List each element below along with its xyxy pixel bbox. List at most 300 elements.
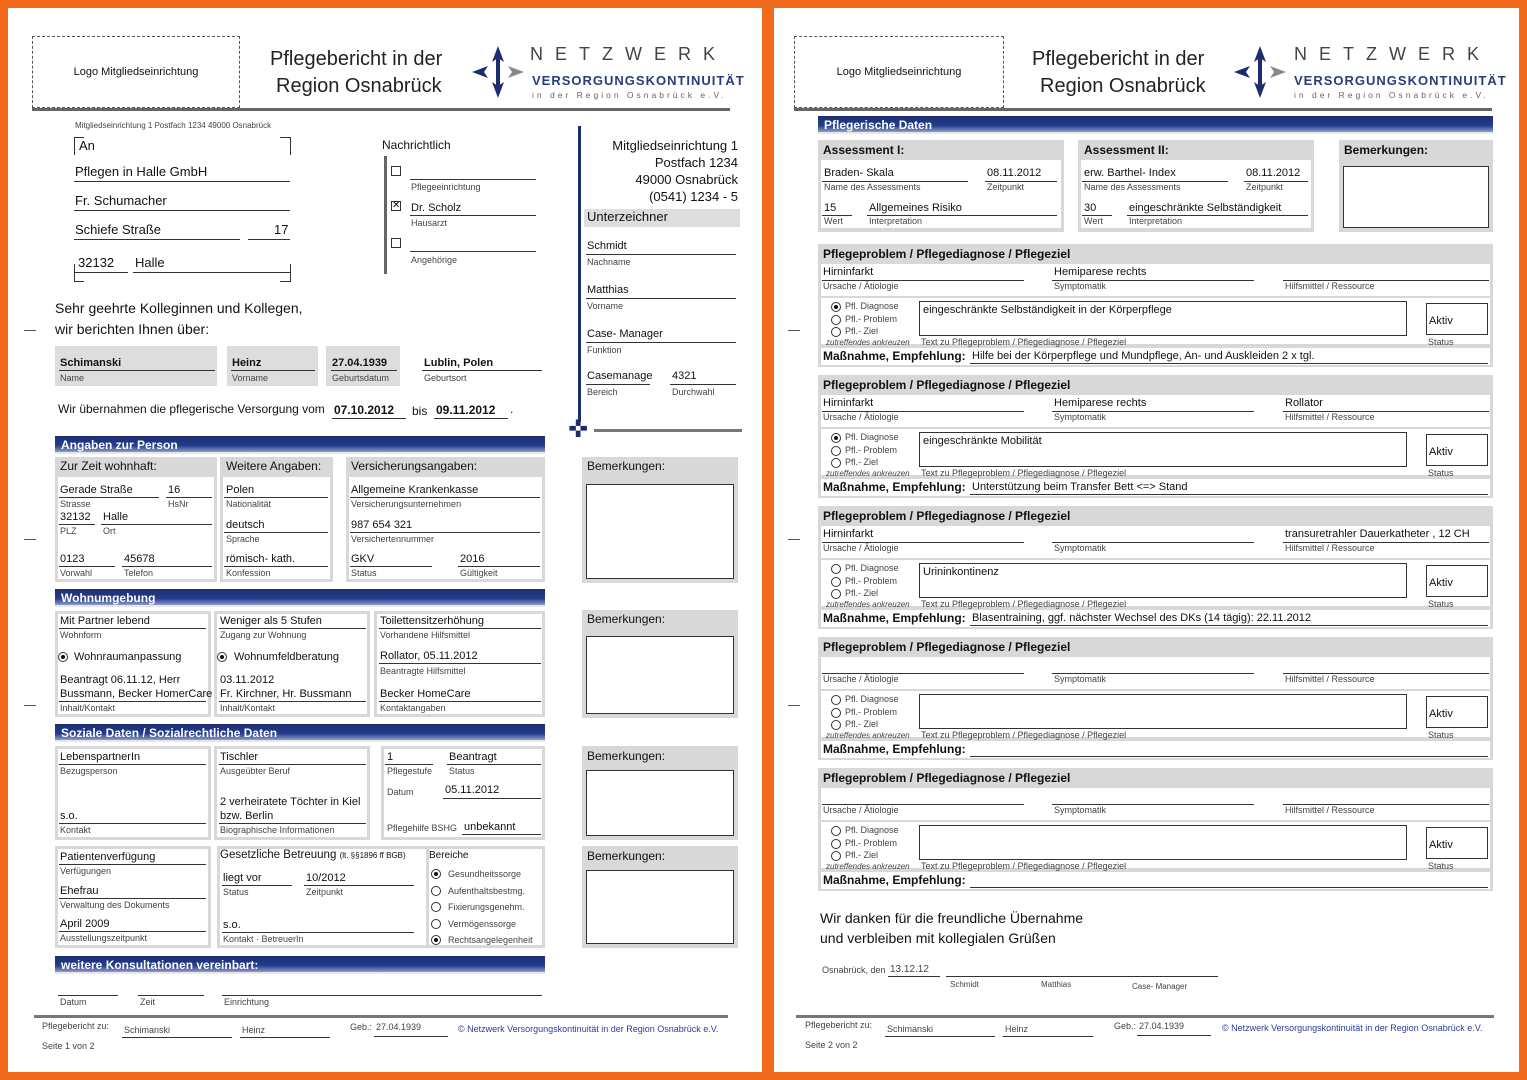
sender-city: 49000 Osnabrück — [635, 172, 738, 187]
problem-measure-label: Maßnahme, Empfehlung: — [823, 873, 966, 887]
consult-time-label: Zeit — [140, 997, 156, 1007]
housing-access: Weniger als 5 Stufen — [220, 615, 322, 627]
cc-label-doctor: Hausarzt — [411, 218, 448, 228]
problem-radio-problem-label: Pfl.- Problem — [845, 314, 898, 324]
footer2-last: Schimanski — [887, 1024, 934, 1034]
language-label: Sprache — [226, 534, 260, 544]
area-radio-4[interactable] — [431, 935, 441, 945]
patient-dob: 27.04.1939 — [332, 357, 388, 369]
period-from: 07.10.2012 — [334, 403, 395, 417]
insurance-number-label: Versichertennummer — [351, 534, 435, 544]
assessment2-date-label: Zeitpunkt — [1246, 182, 1284, 192]
problem-status-label: Status — [1428, 337, 1454, 347]
report-title-line2: Region Osnabrück — [276, 75, 442, 97]
fold-mark-icon: ✜ — [568, 416, 589, 443]
problem-cause-label: Ursache / Ätiologie — [823, 281, 899, 291]
footer1-first: Heinz — [242, 1025, 266, 1035]
period-to: 09.11.2012 — [436, 403, 496, 417]
report-title-line1: Pflegebericht in der — [270, 48, 443, 70]
guardianship-label: Gesetzliche Betreuung — [220, 849, 337, 861]
problem-radio-goal-label: Pfl.- Ziel — [845, 850, 879, 860]
consult-inst-label: Einrichtung — [224, 997, 270, 1007]
problem-status[interactable]: Aktiv — [1426, 303, 1488, 335]
network-logo-icon — [472, 46, 524, 98]
period-end: . — [510, 402, 514, 416]
signer-area-label: Bereich — [587, 387, 618, 397]
problem-text-label: Text zu Pflegeproblem / Pflegediagnose / Pflegeziel — [921, 468, 1127, 478]
org-name-line2: VERSORGUNGSKONTINUITÄT — [532, 73, 745, 88]
problem-radio-diagnosis[interactable] — [831, 826, 841, 836]
problem-status-label: Status — [1428, 861, 1454, 871]
problem-text[interactable] — [919, 825, 1407, 860]
area-label-3: Vermögenssorge — [448, 918, 517, 929]
areas-title: Bereiche — [429, 850, 469, 861]
housing-form-label: Wohnform — [60, 630, 102, 640]
problem-heading: Pflegeproblem / Pflegediagnose / Pflegeziel — [823, 247, 1071, 261]
care-level-date-label: Datum — [387, 787, 414, 797]
housing-info2: Bussmann, Becker HomerCare — [60, 688, 213, 700]
problem-aid-label: Hilfsmittel / Ressource — [1285, 805, 1375, 815]
footer2-page: Seite 2 von 2 — [805, 1040, 858, 1050]
problem-cause: Hirninfarkt — [823, 528, 874, 540]
disposition-keeper: Ehefrau — [60, 885, 99, 897]
social-contact: s.o. — [60, 810, 78, 822]
guardianship-status: liegt vor — [223, 872, 262, 884]
problem-text-label: Text zu Pflegeproblem / Pflegediagnose / Pflegeziel — [921, 337, 1127, 347]
problem-radio-diagnosis[interactable] — [831, 433, 841, 443]
assessment2-date: 08.11.2012 — [1246, 167, 1301, 179]
problem-status-label: Status — [1428, 599, 1454, 609]
org-name-2-line3: in der Region Osnabrück e.V. — [1294, 90, 1489, 100]
housing-consulting-label: Wohnumfeldberatung — [234, 651, 339, 663]
footer1-last: Schimanski — [124, 1025, 171, 1035]
residence-phone: 45678 — [124, 553, 155, 565]
section-care-bar: Pflegerische Daten — [818, 116, 1493, 134]
housing-form: Mit Partner lebend — [60, 615, 150, 627]
confession-label: Konfession — [226, 568, 271, 578]
residence-title: Zur Zeit wohnhaft: — [60, 459, 157, 473]
cc-checkbox-doctor[interactable]: ✕ — [392, 200, 401, 211]
housing-requested-label: Beantragte Hilfsmittel — [380, 666, 466, 676]
residence-zip: 32132 — [60, 511, 91, 523]
problem-radio-diagnosis-label: Pfl. Diagnose — [845, 694, 899, 704]
signer-ext-label: Durchwahl — [672, 387, 715, 397]
recipient-prefix: An — [79, 138, 95, 153]
problem-aid-label: Hilfsmittel / Ressource — [1285, 281, 1375, 291]
place-date-label: Osnabrück, den — [822, 965, 886, 975]
assessment1-date: 08.11.2012 — [987, 167, 1042, 179]
remarks-assessment-label: Bemerkungen: — [1344, 143, 1429, 157]
problem-radio-problem[interactable] — [831, 315, 841, 325]
problem-radio-goal[interactable] — [831, 589, 841, 599]
housing-contact: Becker HomeCare — [380, 688, 471, 700]
disposition-label: Verfügungen — [60, 866, 112, 876]
assessment2-title: Assessment II: — [1084, 143, 1169, 157]
insurance-number: 987 654 321 — [351, 519, 413, 531]
problem-radio-goal[interactable] — [831, 851, 841, 861]
cc-checkbox-relatives[interactable] — [391, 238, 401, 248]
bshg-value: unbekannt — [464, 821, 516, 833]
footer1-dob-label: Geb.: — [350, 1022, 373, 1032]
more-info-title: Weitere Angaben: — [226, 459, 322, 473]
problem-heading: Pflegeproblem / Pflegediagnose / Pflegeziel — [823, 509, 1071, 523]
problem-cause: Hirninfarkt — [823, 397, 874, 409]
place-date: 13.12.12 — [890, 964, 929, 975]
problem-radio-goal-label: Pfl.- Ziel — [845, 457, 879, 467]
problem-radio-goal[interactable] — [831, 327, 841, 337]
patient-dob-label: Geburtsdatum — [332, 373, 390, 383]
signer-ext: 4321 — [672, 370, 697, 382]
recipient-nr: 17 — [274, 222, 289, 237]
assessment1-value: 15 — [824, 202, 837, 214]
care-level-status: Beantragt — [449, 751, 497, 763]
area-label-1: Aufenthaltsbestmg. — [448, 885, 526, 896]
assessment2-interp-label: Interpretation — [1129, 216, 1183, 226]
org-name: NETZWERK — [530, 44, 727, 64]
disposition-issued-label: Ausstellungszeitpunkt — [60, 933, 148, 943]
problem-aid-label: Hilfsmittel / Ressource — [1285, 412, 1375, 422]
problem-text[interactable]: eingeschränkte Selbständigkeit in der Körperpflege — [919, 301, 1407, 336]
area-label-2: Fixierungsgenehm. — [448, 902, 525, 912]
assessment2-name-label: Name des Assessments — [1084, 182, 1181, 192]
remarks-person-label: Bemerkungen: — [587, 459, 666, 473]
sender-name: Mitgliedseinrichtung 1 — [612, 138, 738, 153]
problem-radio-problem-label: Pfl.- Problem — [845, 838, 898, 848]
assessment1-title: Assessment I: — [823, 143, 905, 157]
problem-symptom-label: Symptomatik — [1054, 543, 1107, 553]
housing-requested: Rollator, 05.11.2012 — [380, 650, 478, 662]
area-radio-2[interactable] — [431, 902, 441, 912]
problem-cause-label: Ursache / Ätiologie — [823, 674, 899, 684]
section-social-bar: Soziale Daten / Sozialrechtliche Daten — [55, 724, 545, 742]
care-level-date: 05.11.2012 — [445, 784, 500, 796]
problem-cause-label: Ursache / Ätiologie — [823, 805, 899, 815]
housing-aids-label: Vorhandene Hilfsmittel — [380, 630, 471, 640]
problem-text-label: Text zu Pflegeproblem / Pflegediagnose / Pflegeziel — [921, 861, 1127, 871]
section-housing-bar: Wohnumgebung — [55, 589, 545, 607]
patient-pob: Lublin, Polen — [424, 357, 494, 369]
assessment2-interp: eingeschränkte Selbständigkeit — [1129, 202, 1282, 214]
problem-radio-diagnosis-label: Pfl. Diagnose — [845, 432, 899, 442]
remarks-housing-field[interactable] — [586, 636, 734, 714]
problem-cause-label: Ursache / Ätiologie — [823, 543, 899, 553]
sender-box: Postfach 1234 — [654, 155, 738, 170]
patient-pob-label: Geburtsort — [424, 373, 467, 383]
signer-role: Case- Manager — [587, 328, 663, 340]
language: deutsch — [226, 519, 265, 531]
problem-radio-diagnosis[interactable] — [831, 695, 841, 705]
insurance-status-label: Status — [351, 568, 377, 578]
problem-radio-problem[interactable] — [831, 577, 841, 587]
housing-c2-info1: 03.11.2012 — [220, 674, 275, 686]
footer2-dob: 27.04.1939 — [1139, 1021, 1185, 1031]
insurance-title: Versicherungsangaben: — [351, 459, 478, 473]
social-ref-label: Bezugsperson — [60, 766, 118, 776]
problem-measure-label: Maßnahme, Empfehlung: — [823, 611, 966, 625]
problem-heading: Pflegeproblem / Pflegediagnose / Pflegeziel — [823, 640, 1071, 654]
problem-radio-diagnosis[interactable] — [831, 564, 841, 574]
assessment1-date-label: Zeitpunkt — [987, 182, 1025, 192]
problem-symptom: Hemiparese rechts — [1054, 397, 1147, 409]
area-radio-3[interactable] — [431, 919, 441, 929]
housing-adaptation-label: Wohnraumanpassung — [74, 651, 182, 663]
problem-status-label: Status — [1428, 730, 1454, 740]
insurance-company-label: Versicherungsunternehmen — [351, 499, 462, 509]
residence-nr: 16 — [168, 484, 181, 496]
area-label-0: Gesundheitssorge — [448, 869, 522, 879]
social-bio2: bzw. Berlin — [220, 810, 274, 822]
problem-measure: Blasentraining, ggf. nächster Wechsel des DKs (14 tägig): 22.11.2012 — [972, 612, 1311, 624]
guardianship-contact: s.o. — [223, 919, 241, 931]
housing-info-label: Inhalt/Kontakt — [60, 703, 116, 713]
cc-label-relatives: Angehörige — [411, 255, 458, 265]
footer1-copyright: © Netzwerk Versorgungskontinuität in der Region Osnabrück e.V. — [458, 1024, 719, 1034]
housing-adaptation-radio[interactable] — [58, 652, 68, 662]
residence-prefix-label: Vorwahl — [60, 568, 93, 578]
footer1-dob: 27.04.1939 — [376, 1022, 422, 1032]
org-name-2-line2: VERSORGUNGSKONTINUITÄT — [1294, 73, 1507, 88]
network-logo-icon-2 — [1234, 46, 1286, 98]
remarks-assessment-field[interactable] — [1343, 166, 1489, 228]
area-radio-1[interactable] — [431, 886, 441, 896]
guardianship-time: 10/2012 — [306, 872, 346, 884]
problem-measure-label: Maßnahme, Empfehlung: — [823, 742, 966, 756]
problem-radio-problem[interactable] — [831, 446, 841, 456]
guardianship-status-label: Status — [223, 887, 249, 897]
patient-last-label: Name — [60, 373, 85, 383]
housing-access-label: Zugang zur Wohnung — [220, 630, 307, 640]
problem-aid-label: Hilfsmittel / Ressource — [1285, 674, 1375, 684]
bshg-label: Pflegehilfe BSHG — [387, 823, 458, 833]
care-level-label: Pflegestufe — [387, 766, 433, 776]
problem-tick-hint: zutreffendes ankreuzen — [826, 338, 910, 347]
problem-text-label: Text zu Pflegeproblem / Pflegediagnose / Pflegeziel — [921, 730, 1127, 740]
social-ref: LebenspartnerIn — [60, 751, 141, 763]
problem-radio-diagnosis-label: Pfl. Diagnose — [845, 825, 899, 835]
signer-last: Schmidt — [587, 240, 627, 252]
problem-tick-hint: zutreffendes ankreuzen — [826, 862, 910, 871]
sender-phone: (0541) 1234 - 5 — [649, 189, 738, 204]
signature-first: Matthias — [1041, 980, 1072, 989]
assessment1-value-label: Wert — [824, 216, 843, 226]
nationality: Polen — [226, 484, 255, 496]
logo-placeholder-2: Logo Mitgliedseinrichtung — [794, 36, 1004, 108]
problem-status-label: Status — [1428, 468, 1454, 478]
assessment1-interp: Allgemeines Risiko — [869, 202, 962, 214]
problem-aid: transuretrahler Dauerkatheter , 12 CH — [1285, 528, 1470, 540]
remarks-person-field[interactable] — [586, 484, 734, 579]
insurance-company: Allgemeine Krankenkasse — [351, 484, 479, 496]
insurance-status: GKV — [351, 553, 375, 565]
problem-symptom-label: Symptomatik — [1054, 674, 1107, 684]
recipient-street: Schiefe Straße — [75, 222, 161, 237]
problem-status[interactable]: Aktiv — [1426, 696, 1488, 728]
consult-date-label: Datum — [60, 997, 87, 1007]
footer1-label: Pflegebericht zu: — [42, 1021, 110, 1031]
page-1 — [8, 8, 762, 1072]
remarks-housing-label: Bemerkungen: — [587, 612, 666, 626]
social-bio1: 2 verheiratete Töchter in Kiel — [220, 796, 361, 808]
logo-placeholder: Logo Mitgliedseinrichtung — [32, 36, 240, 108]
residence-city-label: Ort — [103, 526, 116, 536]
problem-measure-label: Maßnahme, Empfehlung: — [823, 349, 966, 363]
sender-line: Mitgliedseinrichtung 1 Postfach 1234 49000 Osnabrück — [75, 121, 272, 130]
housing-c2-info-label: Inhalt/Kontakt — [220, 703, 276, 713]
guardianship-title — [220, 849, 406, 861]
problem-radio-diagnosis-label: Pfl. Diagnose — [845, 301, 899, 311]
problem-radio-problem[interactable] — [831, 839, 841, 849]
assessment2-name: erw. Barthel- Index — [1084, 167, 1176, 179]
problem-radio-diagnosis-label: Pfl. Diagnose — [845, 563, 899, 573]
problem-symptom-label: Symptomatik — [1054, 412, 1107, 422]
signer-first: Matthias — [587, 284, 629, 296]
signer-title: Unterzeichner — [584, 209, 740, 227]
signature-last: Schmidt — [950, 980, 979, 989]
org-name-line3: in der Region Osnabrück e.V. — [532, 90, 727, 100]
problem-heading: Pflegeproblem / Pflegediagnose / Pflegeziel — [823, 378, 1071, 392]
problem-aid-label: Hilfsmittel / Ressource — [1285, 543, 1375, 553]
housing-aids: Toilettensitzerhöhung — [380, 615, 484, 627]
residence-prefix: 0123 — [60, 553, 85, 565]
problem-status[interactable]: Aktiv — [1426, 827, 1488, 859]
social-contact-label: Kontakt — [60, 825, 91, 835]
residence-street: Gerade Straße — [60, 484, 133, 496]
housing-info1: Beantragt 06.11.12, Herr — [60, 674, 181, 686]
recipient-city: Halle — [135, 255, 165, 270]
closing-line2: und verbleiben mit kollegialen Grüßen — [820, 930, 1056, 946]
problem-radio-goal[interactable] — [831, 720, 841, 730]
problem-symptom-label: Symptomatik — [1054, 281, 1107, 291]
assessment2-value: 30 — [1084, 202, 1097, 214]
housing-contact-label: Kontaktangaben — [380, 703, 446, 713]
problem-radio-goal-label: Pfl.- Ziel — [845, 326, 879, 336]
guardianship-contact-label: Kontakt · BetreuerIn — [223, 934, 304, 944]
problem-text[interactable] — [919, 694, 1407, 729]
social-bio-label: Biographische Informationen — [220, 825, 335, 835]
assessment1-name-label: Name des Assessments — [824, 182, 921, 192]
problem-heading: Pflegeproblem / Pflegediagnose / Pflegeziel — [823, 771, 1071, 785]
problem-status[interactable]: Aktiv — [1426, 434, 1488, 466]
recipient-person: Fr. Schumacher — [75, 193, 167, 208]
page-2 — [774, 8, 1519, 1072]
problem-radio-goal-label: Pfl.- Ziel — [845, 588, 879, 598]
report-title-2-line1: Pflegebericht in der — [1032, 48, 1205, 70]
problem-radio-problem[interactable] — [831, 708, 841, 718]
confession: römisch- kath. — [226, 553, 296, 565]
recipient-zip: 32132 — [78, 255, 115, 270]
assessment1-interp-label: Interpretation — [869, 216, 923, 226]
care-level: 1 — [387, 751, 394, 763]
problem-radio-diagnosis[interactable] — [831, 302, 841, 312]
cc-label-care: Pflegeeinrichtung — [411, 182, 481, 192]
area-label-4: Rechtsangelegenheit — [448, 935, 533, 945]
section-consult-bar: weitere Konsultationen vereinbart: — [55, 956, 545, 974]
patient-first-label: Vorname — [232, 373, 269, 383]
report-title-2-line2: Region Osnabrück — [1040, 75, 1206, 97]
residence-street-label: Strasse — [60, 499, 91, 509]
residence-phone-label: Telefon — [124, 568, 154, 578]
section-person-bar: Angaben zur Person — [55, 436, 545, 454]
problem-aid: Rollator — [1285, 397, 1323, 409]
problem-radio-problem-label: Pfl.- Problem — [845, 576, 898, 586]
cc-value-doctor: Dr. Scholz — [411, 202, 462, 214]
recipient-name: Pflegen in Halle GmbH — [75, 164, 208, 179]
problem-status[interactable]: Aktiv — [1426, 565, 1488, 597]
org-name-2: NETZWERK — [1294, 44, 1491, 64]
problem-tick-hint: zutreffendes ankreuzen — [826, 731, 910, 740]
problem-tick-hint: zutreffendes ankreuzen — [826, 600, 910, 609]
problem-radio-goal[interactable] — [831, 458, 841, 468]
social-job: Tischler — [220, 751, 259, 763]
area-radio-0[interactable] — [431, 869, 441, 879]
guardianship-sub: (lt. §§1896 ff BGB) — [339, 851, 406, 860]
problem-cause: Hirninfarkt — [823, 266, 874, 278]
footer2-first: Heinz — [1005, 1024, 1029, 1034]
signer-role-label: Funktion — [587, 345, 622, 355]
signer-last-label: Nachname — [587, 257, 631, 267]
housing-c2-info2: Fr. Kirchner, Hr. Bussmann — [220, 688, 352, 700]
residence-zip-label: PLZ — [60, 526, 77, 536]
footer2-label: Pflegebericht zu: — [805, 1020, 873, 1030]
signer-first-label: Vorname — [587, 301, 624, 311]
greeting-line2: wir berichten Ihnen über: — [55, 321, 210, 337]
social-job-label: Ausgeübter Beruf — [220, 766, 291, 776]
residence-nr-label: HsNr — [168, 499, 189, 509]
disposition: Patientenverfügung — [60, 851, 156, 863]
problem-radio-problem-label: Pfl.- Problem — [845, 707, 898, 717]
problem-symptom: Hemiparese rechts — [1054, 266, 1147, 278]
remarks-social-label: Bemerkungen: — [587, 749, 666, 763]
signer-area: Casemanage — [587, 370, 653, 382]
assessment1-name: Braden- Skala — [824, 167, 894, 179]
problem-radio-problem-label: Pfl.- Problem — [845, 445, 898, 455]
closing-line1: Wir danken für die freundliche Übernahme — [820, 910, 1084, 926]
problem-text[interactable]: eingeschränkte Mobilität — [919, 432, 1407, 467]
housing-consulting-radio[interactable] — [217, 652, 227, 662]
period-text: Wir übernahmen die pflegerische Versorgung vom — [58, 402, 325, 416]
remarks-legal-label: Bemerkungen: — [587, 849, 666, 863]
problem-cause-label: Ursache / Ätiologie — [823, 412, 899, 422]
problem-text-label: Text zu Pflegeproblem / Pflegediagnose / Pflegeziel — [921, 599, 1127, 609]
footer2-copyright: © Netzwerk Versorgungskontinuität in der Region Osnabrück e.V. — [1222, 1023, 1483, 1033]
cc-checkbox-care[interactable] — [391, 166, 401, 176]
cc-title: Nachrichtlich — [382, 138, 451, 152]
nationality-label: Nationalität — [226, 499, 272, 509]
footer1-page: Seite 1 von 2 — [42, 1041, 95, 1051]
patient-first: Heinz — [232, 357, 262, 369]
signature-role: Case- Manager — [1132, 982, 1188, 991]
insurance-validity: 2016 — [460, 553, 485, 565]
guardianship-time-label: Zeitpunkt — [306, 887, 344, 897]
disposition-keeper-label: Verwaltung des Dokuments — [60, 900, 170, 910]
problem-radio-goal-label: Pfl.- Ziel — [845, 719, 879, 729]
problem-tick-hint: zutreffendes ankreuzen — [826, 469, 910, 478]
problem-measure: Unterstützung beim Transfer Bett <=> Stand — [972, 481, 1188, 493]
care-level-status-label: Status — [449, 766, 475, 776]
problem-text[interactable]: Urininkontinenz — [919, 563, 1407, 598]
period-mid: bis — [412, 404, 428, 418]
problem-measure: Hilfe bei der Körperpflege und Mundpflege, An- und Auskleiden 2 x tgl. — [972, 350, 1315, 362]
sender-block — [568, 137, 738, 205]
problem-measure-label: Maßnahme, Empfehlung: — [823, 480, 966, 494]
remarks-legal-field[interactable] — [586, 870, 734, 944]
footer2-dob-label: Geb.: — [1114, 1021, 1137, 1031]
disposition-issued: April 2009 — [60, 918, 110, 930]
residence-city: Halle — [103, 511, 129, 523]
greeting-line1: Sehr geehrte Kolleginnen und Kollegen, — [55, 300, 303, 316]
remarks-social-field[interactable] — [586, 770, 734, 836]
insurance-validity-label: Gültigkeit — [460, 568, 498, 578]
